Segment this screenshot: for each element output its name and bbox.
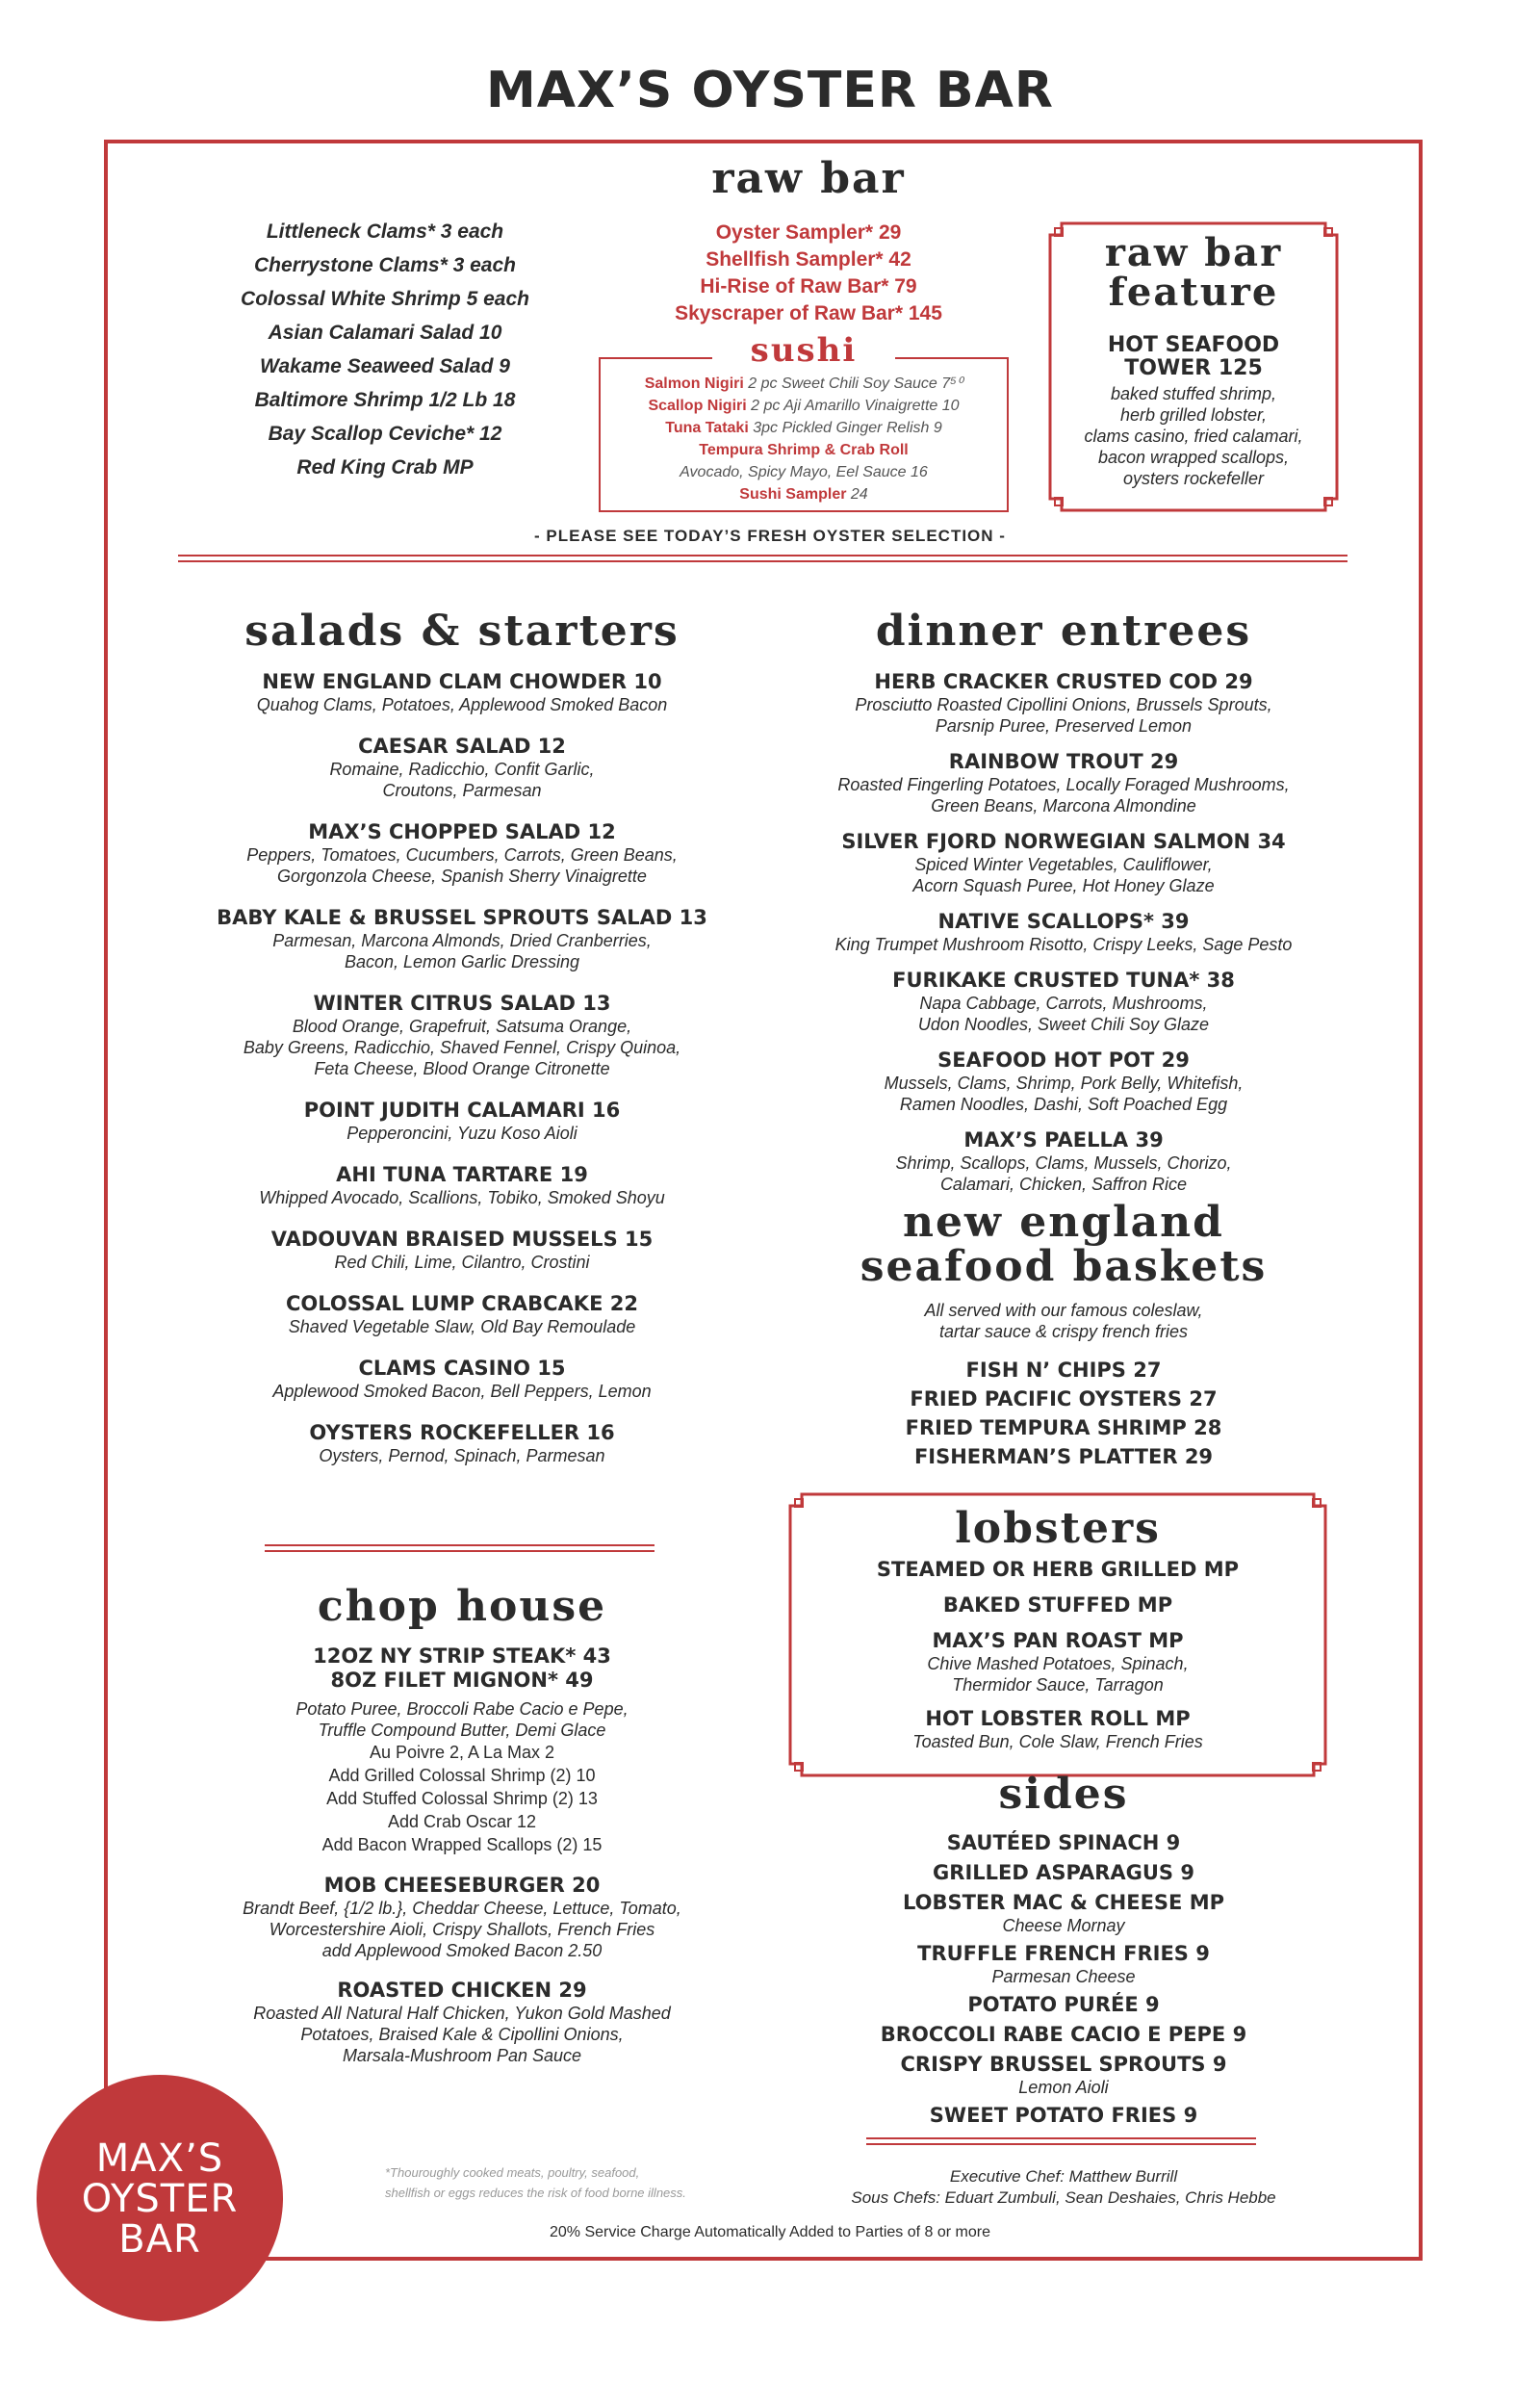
addon-item: Add Grilled Colossal Shrimp (2) 10: [328, 1766, 596, 1785]
raw-bar-samplers: [616, 220, 1001, 327]
menu-item-title: NATIVE SCALLOPS* 39: [937, 910, 1190, 933]
addon-item: Au Poivre 2, A La Max 2: [369, 1743, 555, 1762]
menu-item-title: MAX’S PAN ROAST MP: [932, 1629, 1184, 1652]
menu-item-title: SILVER FJORD NORWEGIAN SALMON 34: [841, 830, 1286, 853]
menu-item-desc: Red Chili, Lime, Cilantro, Crostini: [334, 1253, 590, 1272]
menu-item-desc: Lemon Aioli: [1018, 2078, 1109, 2097]
menu-item-desc: tartar sauce & crispy french fries: [938, 1322, 1189, 1341]
chop-house-list: [173, 1644, 751, 2066]
raw-bar-item: Asian Calamari Salad 10: [268, 322, 502, 344]
sushi-item-name: Tempura Shrimp & Crab Roll: [699, 442, 909, 458]
page-title: MAX’S OYSTER BAR: [486, 62, 1054, 119]
menu-item-desc: Peppers, Tomatoes, Cucumbers, Carrots, Green Beans,: [246, 845, 678, 865]
menu-item-desc: Baby Greens, Radicchio, Shaved Fennel, Crispy Quinoa,: [243, 1038, 681, 1057]
menu-item-title: 12OZ NY STRIP STEAK* 43: [313, 1644, 611, 1668]
service-charge: 20% Service Charge Automatically Added to Parties of 8 or more: [549, 2224, 990, 2240]
feature-desc-line: bacon wrapped scallops,: [1097, 448, 1290, 467]
menu-item-desc: Shaved Vegetable Slaw, Old Bay Remoulade: [288, 1317, 636, 1336]
menu-item-desc: Croutons, Parmesan: [382, 781, 542, 800]
menu-item-desc: King Trumpet Mushroom Risotto, Crispy Leeks, Sage Pesto: [834, 935, 1293, 954]
sampler-item: Oyster Sampler* 29: [715, 221, 902, 244]
divider: [866, 2137, 1256, 2145]
menu-item-title: 8OZ FILET MIGNON* 49: [330, 1669, 594, 1692]
raw-bar-item: Wakame Seaweed Salad 9: [260, 355, 510, 377]
sushi-item: [601, 439, 1007, 461]
addon-item: Add Crab Oscar 12: [387, 1812, 537, 1831]
menu-item-title: NEW ENGLAND CLAM CHOWDER 10: [262, 670, 662, 693]
menu-item-title: POINT JUDITH CALAMARI 16: [303, 1099, 621, 1122]
sushi-item-desc: 3pc Pickled Ginger Relish 9: [753, 420, 942, 436]
menu-item-desc: Calamari, Chicken, Saffron Rice: [939, 1175, 1188, 1194]
raw-bar-item: Cherrystone Clams* 3 each: [254, 254, 516, 276]
raw-bar-heading: raw bar: [711, 154, 906, 203]
feature-item-price: TOWER 125: [1124, 356, 1263, 380]
sides-heading: sides: [998, 1770, 1129, 1819]
menu-item-desc: Roasted Fingerling Potatoes, Locally Foraged Mushrooms,: [837, 775, 1290, 794]
sushi-item-desc: 24: [850, 486, 868, 503]
sushi-item-desc: 2 pc Aji Amarillo Vinaigrette 10: [751, 398, 960, 414]
menu-item-desc: Bacon, Lemon Garlic Dressing: [344, 952, 580, 971]
menu-item-desc: Ramen Noodles, Dashi, Soft Poached Egg: [899, 1095, 1228, 1114]
menu-item-desc: Mussels, Clams, Shrimp, Pork Belly, Whitefish,: [884, 1074, 1244, 1093]
menu-item-title: LOBSTER MAC & CHEESE MP: [902, 1891, 1224, 1914]
menu-item-title: MOB CHEESEBURGER 20: [323, 1874, 601, 1897]
sushi-item: [601, 373, 1007, 395]
sushi-item-desc: 2 pc Sweet Chili Soy Sauce 7⁵⁰: [748, 375, 963, 392]
sushi-item-name: Scallop Nigiri: [648, 398, 747, 414]
feature-desc-line: clams casino, fried calamari,: [1084, 427, 1303, 446]
entrees-list: [775, 670, 1352, 1195]
logo-line-2: OYSTER: [81, 2177, 239, 2221]
raw-bar-list: [192, 215, 578, 484]
sushi-item: [601, 461, 1007, 483]
menu-item-desc: Toasted Bun, Cole Slaw, French Fries: [912, 1732, 1203, 1751]
menu-item-desc: Quahog Clams, Potatoes, Applewood Smoked Bacon: [256, 695, 668, 714]
menu-item-title: POTATO PURÉE 9: [967, 1993, 1160, 2016]
menu-item-title: COLOSSAL LUMP CRABCAKE 22: [286, 1292, 638, 1315]
divider: [178, 555, 1348, 562]
logo: [37, 2075, 283, 2321]
warning-line: shellfish or eggs reduces the risk of food borne illness.: [385, 2186, 686, 2200]
raw-bar-item: Bay Scallop Ceviche* 12: [268, 423, 502, 445]
feature-heading-2: feature: [1108, 270, 1279, 315]
raw-bar-item: Colossal White Shrimp 5 each: [241, 288, 529, 310]
logo-line-1: MAX’S: [95, 2136, 224, 2181]
sushi-item-name: Tuna Tataki: [665, 420, 749, 436]
entrees-heading: dinner entrees: [875, 607, 1252, 656]
sides-list: [775, 1831, 1352, 2128]
menu-item-desc: Applewood Smoked Bacon, Bell Peppers, Lemon: [272, 1382, 652, 1401]
feature-desc: [1046, 383, 1341, 489]
menu-item-desc: Potato Puree, Broccoli Rabe Cacio e Pepe,: [295, 1699, 629, 1719]
sampler-item: Skyscraper of Raw Bar* 145: [675, 302, 942, 324]
menu-item-title: CLAMS CASINO 15: [358, 1357, 566, 1380]
menu-item-title: FRIED TEMPURA SHRIMP 28: [905, 1416, 1222, 1439]
logo-line-3: BAR: [118, 2217, 201, 2262]
menu-item-title: CAESAR SALAD 12: [358, 735, 566, 758]
menu-item-title: ROASTED CHICKEN 29: [337, 1979, 587, 2002]
lobsters-heading: lobsters: [955, 1504, 1161, 1553]
menu-item-title: FISH N’ CHIPS 27: [965, 1359, 1162, 1382]
divider: [265, 1544, 654, 1552]
addon-item: Add Bacon Wrapped Scallops (2) 15: [321, 1835, 603, 1854]
raw-bar-item: Baltimore Shrimp 1/2 Lb 18: [254, 389, 516, 411]
menu-item-desc: Parmesan, Marcona Almonds, Dried Cranberries,: [272, 931, 652, 950]
sushi-item: [601, 483, 1007, 505]
menu-item-desc: Romaine, Radicchio, Confit Garlic,: [329, 760, 595, 779]
menu-item-desc: Oysters, Pernod, Spinach, Parmesan: [319, 1446, 605, 1465]
menu-item-title: FRIED PACIFIC OYSTERS 27: [910, 1387, 1218, 1410]
menu-item-desc: Truffle Compound Butter, Demi Glace: [318, 1721, 606, 1740]
menu-item-title: FURIKAKE CRUSTED TUNA* 38: [892, 969, 1235, 992]
menu-item-desc: Worcestershire Aioli, Crispy Shallots, French Fries: [269, 1920, 655, 1939]
menu-item-title: STEAMED OR HERB GRILLED MP: [876, 1558, 1240, 1581]
sous-chefs: Sous Chefs: Eduart Zumbuli, Sean Deshaies, Chris Hebbe: [851, 2188, 1276, 2207]
oyster-note: - PLEASE SEE TODAY’S FRESH OYSTER SELECTION -: [534, 527, 1006, 545]
menu-item-desc: Thermidor Sauce, Tarragon: [952, 1675, 1164, 1695]
addon-item: Add Stuffed Colossal Shrimp (2) 13: [326, 1789, 598, 1808]
executive-chef: Executive Chef: Matthew Burrill: [949, 2167, 1178, 2186]
menu-item-title: SEAFOOD HOT POT 29: [937, 1048, 1190, 1072]
menu-item-title: FISHERMAN’S PLATTER 29: [913, 1445, 1214, 1468]
menu-item-title: HOT LOBSTER ROLL MP: [925, 1707, 1191, 1730]
warning-line: *Thouroughly cooked meats, poultry, seafood,: [385, 2165, 640, 2180]
salads-heading: salads & starters: [244, 607, 680, 656]
menu-item-title: RAINBOW TROUT 29: [948, 750, 1179, 773]
menu-item-desc: Gorgonzola Cheese, Spanish Sherry Vinaigrette: [277, 867, 647, 886]
feature-desc-line: herb grilled lobster,: [1119, 405, 1268, 425]
menu-item-desc: add Applewood Smoked Bacon 2.50: [321, 1941, 603, 1960]
menu-item-desc: Prosciutto Roasted Cipollini Onions, Brussels Sprouts,: [855, 695, 1272, 714]
feature-desc-line: baked stuffed shrimp,: [1110, 384, 1277, 403]
menu-item-desc: Potatoes, Braised Kale & Cipollini Onions,: [300, 2025, 624, 2044]
menu-item-title: SAUTÉED SPINACH 9: [946, 1831, 1181, 1854]
menu-item-desc: Parsnip Puree, Preserved Lemon: [935, 716, 1193, 736]
menu-item-title: HERB CRACKER CRUSTED COD 29: [874, 670, 1253, 693]
sushi-item: [601, 395, 1007, 417]
menu-item-desc: Brandt Beef, {1/2 lb.}, Cheddar Cheese, Lettuce, Tomato,: [243, 1899, 681, 1918]
menu-item-desc: Pepperoncini, Yuzu Koso Aioli: [346, 1124, 578, 1143]
sushi-item-desc: Avocado, Spicy Mayo, Eel Sauce 16: [680, 464, 928, 480]
menu-item-title: CRISPY BRUSSEL SPROUTS 9: [900, 2053, 1227, 2076]
menu-item-desc: Shrimp, Scallops, Clams, Mussels, Chorizo,: [895, 1153, 1232, 1173]
menu-item-title: WINTER CITRUS SALAD 13: [313, 992, 611, 1015]
baskets-list: [775, 1300, 1352, 1471]
sushi-heading: sushi: [712, 331, 895, 370]
menu-item-title: TRUFFLE FRENCH FRIES 9: [917, 1942, 1210, 1965]
menu-item-desc: Marsala-Mushroom Pan Sauce: [342, 2046, 582, 2065]
menu-item-desc: Acorn Squash Puree, Hot Honey Glaze: [912, 876, 1215, 895]
menu-item-title: SWEET POTATO FRIES 9: [929, 2104, 1198, 2127]
sampler-item: Hi-Rise of Raw Bar* 79: [700, 275, 917, 298]
sampler-item: Shellfish Sampler* 42: [706, 248, 911, 271]
lobsters-box: [786, 1490, 1329, 1779]
menu-item-title: VADOUVAN BRAISED MUSSELS 15: [270, 1228, 654, 1251]
feature-desc-line: oysters rockefeller: [1122, 469, 1265, 488]
menu-item-title: AHI TUNA TARTARE 19: [336, 1163, 588, 1186]
menu-item-desc: Blood Orange, Grapefruit, Satsuma Orange,: [292, 1017, 632, 1036]
menu-item-title: BABY KALE & BRUSSEL SPROUTS SALAD 13: [217, 906, 707, 929]
menu-item-desc: Feta Cheese, Blood Orange Citronette: [314, 1059, 610, 1078]
sushi-item: [601, 417, 1007, 439]
menu-item-desc: All served with our famous coleslaw,: [924, 1301, 1203, 1320]
raw-bar-feature-box: [1046, 220, 1341, 514]
menu-item-desc: Whipped Avocado, Scallions, Tobiko, Smoked Shoyu: [259, 1188, 665, 1207]
menu-item-title: BROCCOLI RABE CACIO E PEPE 9: [880, 2023, 1247, 2046]
raw-bar-item: Red King Crab MP: [296, 456, 474, 479]
baskets-heading-2: seafood baskets: [860, 1242, 1268, 1291]
sushi-box: [599, 357, 1009, 512]
feature-item: HOT SEAFOOD: [1107, 333, 1280, 357]
menu-item-desc: Spiced Winter Vegetables, Cauliflower,: [914, 855, 1213, 874]
menu-item-desc: Roasted All Natural Half Chicken, Yukon Gold Mashed: [253, 2004, 671, 2023]
menu-item-desc: Chive Mashed Potatoes, Spinach,: [927, 1654, 1189, 1673]
menu-item-title: MAX’S CHOPPED SALAD 12: [308, 820, 616, 843]
baskets-heading-1: new england: [903, 1198, 1224, 1247]
sushi-item-name: Salmon Nigiri: [644, 375, 744, 392]
menu-item-desc: Green Beans, Marcona Almondine: [931, 796, 1196, 815]
menu-item-desc: Udon Noodles, Sweet Chili Soy Glaze: [917, 1015, 1210, 1034]
menu-item-title: BAKED STUFFED MP: [942, 1593, 1173, 1617]
salads-list: [173, 670, 751, 1466]
menu-item-title: OYSTERS ROCKEFELLER 16: [309, 1421, 615, 1444]
menu-item-desc: Napa Cabbage, Carrots, Mushrooms,: [919, 994, 1208, 1013]
menu-item-title: MAX’S PAELLA 39: [963, 1128, 1164, 1152]
menu-item-desc: Parmesan Cheese: [991, 1967, 1136, 1986]
sushi-item-name: Sushi Sampler: [739, 486, 847, 503]
food-safety-warning: [385, 2162, 789, 2203]
feature-heading-1: raw bar: [1104, 230, 1283, 275]
chop-house-heading: chop house: [317, 1582, 607, 1631]
menu-item-desc: Cheese Mornay: [1002, 1916, 1125, 1935]
menu-item-title: GRILLED ASPARAGUS 9: [933, 1861, 1194, 1884]
raw-bar-item: Littleneck Clams* 3 each: [266, 220, 504, 243]
